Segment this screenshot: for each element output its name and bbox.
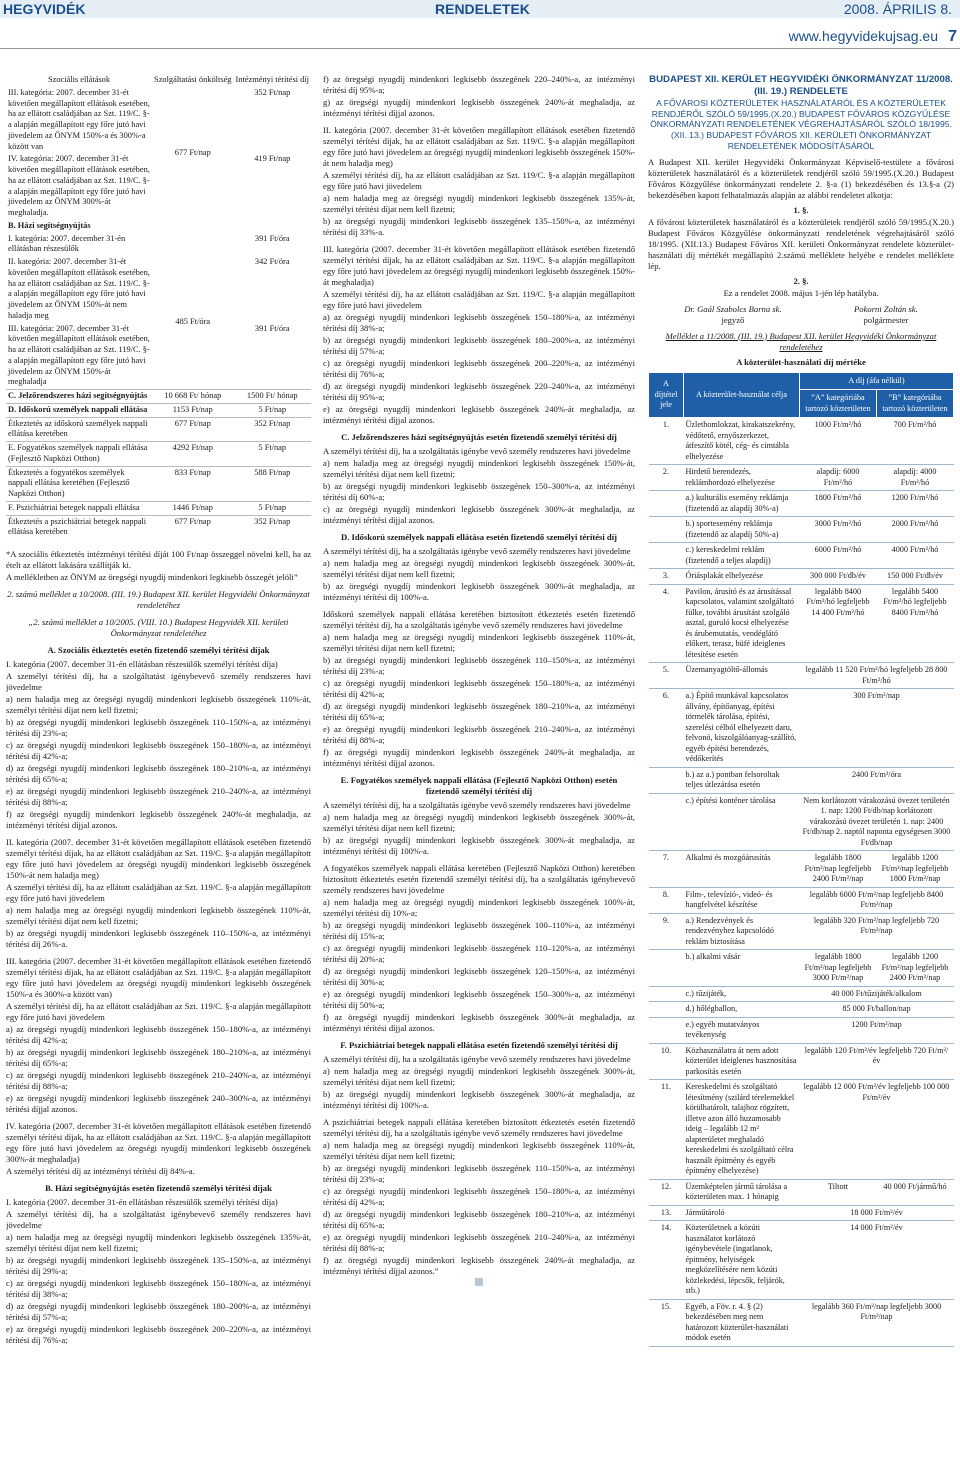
paragraph: Ez a rendelet 2008. május 1-jén lép hatályba. [723,287,879,298]
paragraph: d) az öregségi nyugdíj mindenkori legkisebb összegének 180–210%-a, az intézményi térítési díj 65%-a; [323,701,635,722]
paragraph: b) az öregségi nyugdíj mindenkori legkisebb összegének 110–150%-a, az intézményi térítési díj 23%-a; [323,655,635,676]
col-head-cat-b: ”B” kategóriába tartozó közterületen [877,390,954,418]
paragraph: II. kategória (2007. december 31-ét követően megállapított ellátások esetében fizetendő személyi térítési díjak, ha az ellátott családjában az Szt. 119/C. §-a alapján megállapított egy főre jutó havi jövedelem az öregségi nyugdíj mindenkori legkisebb összegének 150%-át nem haladja meg) [323,125,635,168]
section-number: 1. §. [793,204,809,215]
paragraph: I. kategória (2007. december 31-én ellátásban részesülők személyi térítési díja) [6,1197,278,1207]
paragraph: e) az öregségi nyugdíj mindenkori legkisebb összegének 240–300%-a, az intézményi térítési díjjal azonos. [6,1093,311,1114]
paragraph: A személyi térítési díj, ha az ellátott családjában az Szt. 119/C. §-a alapján megállapított egy főre jutó havi jövedelem [6,1001,311,1022]
row-purpose: Óriásplakát elhelyezése [684,569,800,585]
paragraph: A pszichiátriai betegek nappali ellátása keretében biztosított étkeztetés esetén fizetendő személyi térítési díj, ha a szolgáltatás igénybe vevő személy rendszeres havi jövedelme [323,1117,635,1138]
row-fee-a: 300 Ft/m²/nap [800,689,954,768]
paragraph: A fogyatékos személyek nappali ellátása keretében (Fejlesztő Napközi Otthon) keretében biztosított étkeztetés esetén fizetendő személyi térítési díj, ha a szolgáltatás igénybevevő személy rendszeres havi jövedelme [323,863,635,895]
fee-table-row [649,913,954,950]
paragraph: a) nem haladja meg az öregségi nyugdíj mindenkori legkisebb összegének 300%-át, személyi térítési díjat nem kell fizetni; [323,812,635,833]
paragraph: f) az öregségi nyugdíj mindenkori legkisebb összegének 220–240%-a, az intézményi térítési díj 95%-a; [323,74,635,95]
paragraph: d) az öregségi nyugdíj mindenkori legkisebb összegének 120–150%-a, az intézményi térítési díj 30%-a; [323,966,635,987]
row-number [649,793,684,851]
fee-table-row [649,1043,954,1080]
fee-cost: 10 668 Ft/ hónap [152,390,233,404]
paragraph: f) az öregségi nyugdíj mindenkori legkisebb összegének 240%-át meghaladja, az intézményi térítési díjjal azonos.” [323,1255,635,1276]
section-heading: C. Jelzőrendszeres házi segítségnyújtás esetén fizetendő személyi térítési díj [341,432,617,442]
paragraph: a) nem haladja meg az öregségi nyugdíj mindenkori legkisebb összegének 100%-át, személyi térítési díj 10%-a; [323,897,635,918]
fee-table-row [649,793,954,851]
row-fee-a: 3000 Ft/m²/hó [800,517,877,543]
signatory-role: polgármester [863,314,909,325]
fee-head-services: Szociális ellátások [47,75,111,84]
fee-value: 352 Ft/nap [234,515,312,539]
column-left [6,74,311,1480]
paragraph: c) az öregségi nyugdíj mindenkori legkisebb összegének 300%-át meghaladja, az intézményi térítési díjjal azonos. [323,504,635,525]
row-purpose: c.) építési konténer tárolása [684,793,800,851]
fee-table-row [649,584,954,663]
row-purpose: e.) egyéb mutatványos tevékenység [684,1017,800,1043]
footnote: A mellékletben az ÖNYM az öregségi nyugdíj mindenkori legkisebb összegét jelöli” [6,572,298,582]
fee-row-label: Étkeztetés a fogyatékos személyek nappali ellátása keretében (Fejlesztő Napközi Otthon) [6,466,152,501]
fee-value: 1500 Ft/ hónap [234,390,312,404]
section-heading: B. Házi segítségnyújtás esetén fizetendő személyi térítési díjak [45,1183,272,1193]
row-purpose: Egyéb, a Föv. r. 4. § (2) bekezdésében meg nem határozott közterület-használati módok esetén [684,1299,800,1346]
paragraph: A személyi térítési díj, ha a szolgáltatást igénybevevő személy rendszeres havi jövedelme [6,671,311,692]
row-fee-a: Nem korlátozott várakozású övezet területén 1. nap: 1200 Ft/db/nap korlátozott várakozású övezet területén 1. nap: 2400 Ft/db/nap 2. naptól naponta egységesen 3000 Ft/db/nap [800,793,954,851]
row-number [649,517,684,543]
row-purpose: Film-, televízió-, videó- és hangfelvétel készítése [684,887,800,913]
col-head-purpose: A közterület-használat célja [684,372,800,418]
fee-table-row [649,1002,954,1018]
row-fee-a: legalább 1800 Ft/m²/nap legfeljebb 3000 Ft/m²/nap [800,950,877,987]
section-heading: F. Pszichiátriai betegek nappali ellátása esetén fizetendő személyi térítési díj [340,1040,618,1050]
paragraph: A személyi térítési díj, ha az ellátott családjában az Szt. 119/C. §-a alapján megállapított egy főre jutó havi jövedelem [323,170,635,191]
paragraph: A fővárosi közterületek használatáról és a közterületek rendjéről szóló 59/1995.(X.20.) Budapest Főváros Közgyűlése önkormányzati rendeletének végrehajtásáról szóló 18/1995. (XII.13.) Budapest Főváros XII. kerületi Önkormányzat rendelete közterület-használati díj mértékét megállapító 2.számú melléklete helyébe e rendelet melléklete lép. [648,216,954,271]
row-fee-a: 1200 Ft/m²/nap [800,1017,954,1043]
fee-table-row [649,1221,954,1300]
issue-date: 2008. ÁPRILIS 8. [843,1,952,17]
paragraph: I. kategória (2007. december 31-én ellátásban részesülők személyi térítési díja) [6,659,278,669]
paragraph: a) nem haladja meg az öregségi nyugdíj mindenkori legkisebb összegének 300%-át, személyi térítési díjat nem kell fizetni; [323,558,635,579]
paragraph: A személyi térítési díj, ha a szolgáltatás igénybe vevő személy rendszeres havi jövedelme [323,546,631,556]
fee-value: 352 Ft/nap [254,87,291,97]
row-fee-a: 1000 Ft/m²/hó [800,418,877,465]
row-fee-a: legalább 360 Ft/m²/nap legfeljebb 3000 Ft/m²/nap [800,1299,954,1346]
row-fee-a: legalább 12 000 Ft/m²/év legfeljebb 100 000 Ft/m²/év [800,1080,954,1180]
paragraph: d) az öregségi nyugdíj mindenkori legkisebb összegének 180–210%-a, az intézményi térítési díj 65%-a; [6,763,311,784]
row-purpose: b.) sportesemény reklámja (fizetendő az alapdíj 50%-a) [684,517,800,543]
paragraph: c) az öregségi nyugdíj mindenkori legkisebb összegének 150–180%-a, az intézményi térítési díj 42%-a; [323,678,635,699]
paragraph: d) az öregségi nyugdíj mindenkori legkisebb összegének 180–210%-a, az intézményi térítési díj 65%-a; [323,1209,635,1230]
column-right [648,74,954,1480]
row-number [649,543,684,569]
paragraph: c) az öregségi nyugdíj mindenkori legkisebb összegének 150–180%-a, az intézményi térítési díj 42%-a; [323,1186,635,1207]
fee-table-row [649,418,954,465]
fee-cost: 485 Ft/óra [175,317,211,327]
row-purpose: c.) tűzijáték, [684,986,800,1002]
annex-reference: 2. számú melléklet a 10/2008. (III. 19.) Budapest XII. kerület Hegyvidéki Önkormányzat rendeletéhez [7,589,310,610]
paragraph: III. kategória (2007. december 31-ét követően megállapított ellátások esetében fizetendő személyi térítési díjak, ha az ellátott családjában az Szt. 119/C. §-a alapján megállapított egy főre jutó havi jövedelem az öregségi nyugdíj mindenkori legkisebb összegének 150%-át meghaladja) [323,244,635,287]
row-number [649,950,684,987]
row-fee-a: 85 000 Ft/ballon/nap [800,1002,954,1018]
end-mark-icon [475,1278,483,1286]
paragraph: b) az öregségi nyugdíj mindenkori legkisebb összegének 110–150%-a, az intézményi térítési díj 23%-a; [6,717,311,738]
fee-table-row [649,767,954,793]
fee-row-label: IV. kategória: 2007. december 31-ét követően megállapított ellátások esetében, ha az ellátott családjában az Szt. 119/C. §-a alapján megállapított egy főre jutó havi jövedelem az ÖNYM 300%-át meghaladja. [8,154,150,217]
row-purpose: Alkalmi és mozgóárusítás [684,851,800,888]
fee-row-label: III. kategória: 2007. december 31-ét követően megállapított ellátások esetében, ha az ellátott családjában az Szt. 119/C. §-a alapján megállapított egy főre jutó havi jövedelem az ÖNYM 150%-a és 300%-a között van [8,87,150,151]
paragraph: a) nem haladja meg az öregségi nyugdíj mindenkori legkisebb összegének 300%-át, személyi térítési díjat nem kell fizetni; [323,1066,635,1087]
paragraph: c) az öregségi nyugdíj mindenkori legkisebb összegének 200–220%-a, az intézményi térítési díj 76%-a; [323,358,635,379]
paragraph: a) nem haladja meg az öregségi nyugdíj mindenkori legkisebb összegének 110%-át, személyi térítési díjat nem kell fizetni; [6,694,311,715]
paragraph: IV. kategória (2007. december 31-ét követően megállapított ellátások esetében fizetendő személyi térítési díjak, ha az ellátott családjában az Szt. 119/C. §-a alapján megállapított egy főre jutó havi jövedelem az öregségi nyugdíj mindenkori legkisebb összegének 300%-át meghaladja) [6,1121,311,1164]
paragraph: A személyi térítési díj, ha a szolgáltatás igénybe vevő személy rendszeres havi jövedelme [323,800,631,810]
row-fee-a: 14 000 Ft/m²/év [800,1221,954,1300]
fee-cost: 4292 Ft/nap [152,442,233,467]
paragraph: f) az öregségi nyugdíj mindenkori legkisebb összegének 240%-át meghaladja, az intézményi térítési díjjal azonos. [323,747,635,768]
row-number: 5. [649,663,684,689]
row-purpose: a.) Építő munkával kapcsolatos állvány, építőanyag, építési törmelék tárolása, építési, szerelési célból elhelyezett daru, felvonó, kiszolgálóanyag-szállító, egyéb építési berendezés, védőkerítés [684,689,800,768]
fee-table-row [649,491,954,517]
annex-title: A közterület-használati díj mértéke [736,356,866,367]
row-fee-a: legalább 6000 Ft/m²/nap legfeljebb 8400 Ft/m²/nap [800,887,954,913]
row-number: 11. [649,1080,684,1180]
paragraph: e) az öregségi nyugdíj mindenkori legkisebb összegének 210–240%-a, az intézményi térítési díj 88%-a; [6,786,311,807]
paragraph: A Budapest XII. kerület Hegyvidéki Önkormányzat Képviselő-testülete a fővárosi közterületek használatáról és a közterületek rendjéről szóló 59/1995.(X.20.) Budapest Főváros Közgyűlése önkormányzati rendelete 2. §-a (1) bekezdésében és 13.§-a (2) bekezdésében kapott felhatalmazás alapján az alábbi rendeletet alkotja: [648,156,954,200]
fee-value: 352 Ft/nap [234,417,312,442]
row-number: 15. [649,1299,684,1346]
paragraph: f) az öregségi nyugdíj mindenkori legkisebb összegének 240%-át meghaladja, az intézményi térítési díjjal azonos. [6,809,311,830]
row-purpose: Kereskedelmi és szolgáltató létesítmény (szilárd térelemekkel körülhatárolt, talajhoz rögzített, illetve azon álló huzamosabb ideig – legalább 12 m² alapterületet meghaladó kereskedelmi és szolgáltató célra használt építmény és egyéb építmény elhelyezése) [684,1080,800,1180]
section-heading: E. Fogyatékos személyek nappali ellátása (Fejlesztő Napközi Otthon) esetén fizetendő személyi térítési díj [340,775,618,796]
row-fee-a: legalább 320 Ft/m²/nap legfeljebb 720 Ft/m²/nap [800,913,954,950]
column-middle [323,74,635,1480]
fee-value: 5 Ft/nap [234,442,312,467]
row-number [649,767,684,793]
row-number: 7. [649,851,684,888]
row-purpose: b.) alkalmi vásár [684,950,800,987]
fee-row-label: II. kategória: 2007. december 31-ét követően megállapított ellátások esetében, ha az ellátott családjában az Szt. 119/C. §-a alapján megállapított egy főre jutó havi jövedelem az ÖNYM 150%-át nem haladja meg [8,257,150,320]
fee-value: 419 Ft/nap [254,154,291,164]
fee-row-label: I. kategória: 2007. december 31-én ellátásban részesülők [8,233,126,254]
fee-cost: 1153 Ft/nap [152,403,233,417]
row-purpose: Járműtároló [684,1205,800,1221]
paragraph: a) az öregségi nyugdíj mindenkori legkisebb összegének 150–180%-a, az intézményi térítési díj 38%-a; [323,312,635,333]
row-number: 4. [649,584,684,663]
fee-row-label: C. Jelzőrendszeres házi segítségnyújtás [6,390,152,404]
paragraph: a) nem haladja meg az öregségi nyugdíj mindenkori legkisebb összegének 110%-át, személyi térítési díjat nem kell fizetni; [323,632,635,653]
fee-cost: 677 Ft/nap [174,147,211,157]
fee-table-row [649,465,954,491]
paragraph: a) az öregségi nyugdíj mindenkori legkisebb összegének 150–180%-a, az intézményi térítési díj 42%-a; [6,1024,311,1045]
row-fee-a: Tiltott [800,1179,877,1205]
signatory-name: Dr. Gaál Szabolcs Barna sk. [684,303,782,314]
row-number [649,986,684,1002]
paragraph: e) az öregségi nyugdíj mindenkori legkisebb összegének 150–300%-a, az intézményi térítési díj 50%-a; [323,989,635,1010]
paragraph: c) az öregségi nyugdíj mindenkori legkisebb összegének 210–240%-a, az intézményi térítési díj 88%-a; [6,1070,311,1091]
row-number: 1. [649,418,684,465]
fee-row-label: D. Időskorú személyek nappali ellátása [6,403,152,417]
paragraph: A személyi térítési díj, ha a szolgáltatás igénybe vevő személy rendszeres havi jövedelme [323,446,631,456]
paragraph: e) az öregségi nyugdíj mindenkori legkisebb összegének 210–240%-a, az intézményi térítési díj 88%-a; [323,1232,635,1253]
header-divider [0,48,960,49]
row-fee-a: legalább 8400 Ft/m²/hó legfeljebb 14 400 Ft/m²/hó [800,584,877,663]
row-fee-b: 1200 Ft/m²/hó [877,491,954,517]
fee-section-label: B. Házi segítségnyújtás [8,220,91,230]
row-fee-a: alapdíj: 6000 Ft/m²/hó [800,465,877,491]
page-number: 7 [948,28,957,45]
fee-table-row [649,1299,954,1346]
fee-table-row [649,986,954,1002]
row-number: 8. [649,887,684,913]
row-fee-a: 2400 Ft/m²/óra [800,767,954,793]
fee-table-row [649,1017,954,1043]
row-fee-a: 6000 Ft/m²/hó [800,543,877,569]
annex-reference: Melléklet a 11/2008. (III. 19.) Budapest XII. kerület Hegyvidéki Önkormányzat rendeletéhez [665,330,937,352]
paragraph: f) az öregségi nyugdíj mindenkori legkisebb összegének 300%-át meghaladja, az intézményi térítési díjjal azonos. [323,1012,635,1033]
fee-value: 342 Ft/óra [254,257,290,266]
paragraph: a) nem haladja meg az öregségi nyugdíj mindenkori legkisebb összegének 150%-át, személyi térítési díjat nem kell fizetni; [323,458,635,479]
section-heading: D. Időskorú személyek nappali ellátása esetén fizetendő személyi térítési díj [341,532,617,542]
col-head-num: A díjtétel jele [649,372,684,418]
paragraph: c) az öregségi nyugdíj mindenkori legkisebb összegének 150–180%-a, az intézményi térítési díj 38%-a; [6,1278,311,1299]
paragraph: A személyi térítési díj, ha az ellátott családjában az Szt. 119/C. §-a alapján megállapított egy főre jutó havi jövedelem [6,882,311,903]
fee-row-label: F. Pszichiátriai betegek nappali ellátása [6,501,152,515]
fee-row-label: III. kategória: 2007. december 31-ét követően megállapított ellátások esetében, ha az ellátott családjában az Szt. 119/C. §-a alapján megállapított egy főre jutó havi jövedelem az ÖNYM 150%-át meghaladja [8,323,150,387]
fee-cost: 833 Ft/nap [152,466,233,501]
signatures [648,304,954,326]
row-purpose: Közterületnek a közúti használatot korlátozó igénybevétele (ingatlanok, épitmény, helyiségek megközelítésére nem közúti közlekedési, lépcsők, feljárók, stb.) [684,1221,800,1300]
row-number [649,491,684,517]
row-fee-a: legalább 1800 Ft/m²/nap legfeljebb 2400 Ft/m²/nap [800,851,877,888]
fee-row-label: Étkeztetés az időskorú személyek nappali ellátása keretében [6,417,152,442]
section-heading: A. Szociális étkeztetés esetén fizetendő személyi térítési díjak [47,645,270,655]
row-fee-b: 40 000 Ft/jármű/hó [877,1179,954,1205]
signatory-role: jegyző [721,314,745,325]
paragraph: b) az öregségi nyugdíj mindenkori legkisebb összegének 150–300%-a, az intézményi térítési díj 60%-a; [323,481,635,502]
row-fee-b: 4000 Ft/m²/hó [877,543,954,569]
paragraph: d) az öregségi nyugdíj mindenkori legkisebb összegének 180–200%-a, az intézményi térítési díj 57%-a; [6,1301,311,1322]
fee-head-cost: Szolgáltatási önköltség [154,75,232,84]
fee-value: 391 Ft/óra [254,323,290,333]
col-head-cat-a: ”A” kategóriába tartozó közterületen [800,390,877,418]
decree-subtitle: A FŐVÁROSI KÖZTERÜLETEK HASZNÁLATÁRÓL ÉS A KÖZTERÜLETEK RENDJÉRŐL SZÓLÓ 59/1995.(X.20.) BUDAPEST FŐVÁROS KÖZGYŰLÉSE ÖNKORMÁNYZATI RENDELETÉNEK VÉGREHAJTÁSÁRÓL SZÓLÓ 18/1995. (XII. 13.) BUDAPEST FŐVÁROS XII. KERÜLETI ÖNKORMÁNYZAT RENDELETÉNEK MÓDOSÍTÁSÁRÓL [650,97,952,151]
fee-cost: 677 Ft/nap [152,417,233,442]
fee-value: 5 Ft/nap [234,501,312,515]
paragraph: a) nem haladja meg az öregségi nyugdíj mindenkori legkisebb összegének 110%-át, személyi térítési díjat nem kell fizetni; [323,1140,635,1161]
col-head-fee: A díj (áfa nélkül) [800,372,954,390]
row-fee-a: 300 000 Ft/db/év [800,569,877,585]
paragraph: e) az öregségi nyugdíj mindenkori legkisebb összegének 240%-át meghaladja, az intézményi térítési díjjal azonos. [323,404,635,425]
paragraph: c) az öregségi nyugdíj mindenkori legkisebb összegének 110–120%-a, az intézményi térítési díj 20%-a; [323,943,635,964]
paragraph: III. kategória (2007. december 31-ét követően megállapított ellátások esetében fizetendő személyi térítési díjak, ha az ellátott családjában az Szt. 119/C. §-a alapján megállapított egy főre jutó havi jövedelem az öregségi nyugdíj mindenkori legkisebb összegének 150%-a és 300%-a között van) [6,956,311,999]
paragraph: d) az öregségi nyugdíj mindenkori legkisebb összegének 220–240%-a, az intézményi térítési díj 95%-a; [323,381,635,402]
row-number: 10. [649,1043,684,1080]
row-fee-b: 150 000 Ft/db/év [877,569,954,585]
paragraph: b) az öregségi nyugdíj mindenkori legkisebb összegének 300%-át meghaladja, az intézményi térítési díj 100%-a. [323,581,635,602]
row-purpose: a.) kulturális esemény reklámja (fizetendő az alapdíj 30%-a) [684,491,800,517]
row-number: 2. [649,465,684,491]
paragraph: A személyi térítési díj, ha a szolgáltatást igénybevevő személy rendszeres havi jövedelme [6,1209,311,1230]
row-number: 13. [649,1205,684,1221]
row-fee-a: legalább 11 520 Ft/m²/hó legfeljebb 28 800 Ft/m²/hó [800,663,954,689]
row-fee-b: 700 Ft/m²/hó [877,418,954,465]
paragraph: b) az öregségi nyugdíj mindenkori legkisebb összegének 135–150%-a, az intézményi térítési díj 33%-a. [323,216,635,237]
row-purpose: a.) Rendezvények és rendezvényhez kapcsolódó reklám biztosítása [684,913,800,950]
row-number: 3. [649,569,684,585]
fee-value: 391 Ft/óra [254,233,290,243]
fee-table-row [649,950,954,987]
fee-table-row [649,1179,954,1205]
row-purpose: Üzemképtelen jármű tárolása a közterületen max. 1 hónapig [684,1179,800,1205]
row-purpose: Pavilon, árusító és az árusítással kapcsolatos, valamint szolgáltató fülke, további árusítást szolgáló asztal, guruló kocsi elhelyezése és árubemutatás, vendéglátó előkert, terasz, büfé ideiglenes létesítése esetén [684,584,800,663]
paragraph: A személyi térítési díj az intézményi térítési díj 84%-a. [6,1166,195,1176]
fee-table-row [649,851,954,888]
paragraph: b) az öregségi nyugdíj mindenkori legkisebb összegének 135–150%-a, az intézményi térítési díj 29%-a; [6,1255,311,1276]
fee-table-row [649,517,954,543]
row-number [649,1017,684,1043]
paragraph: b) az öregségi nyugdíj mindenkori legkisebb összegének 300%-át meghaladja, az intézményi térítési díj 100%-a. [323,835,635,856]
row-number: 14. [649,1221,684,1300]
row-purpose: d.) hőlégballon, [684,1002,800,1018]
fee-table-row [649,1205,954,1221]
fee-table [6,74,311,539]
fee-table-row [649,887,954,913]
row-fee-b: legalább 1200 Ft/m²/nap legfeljebb 1800 Ft/m²/nap [877,851,954,888]
paragraph: b) az öregségi nyugdíj mindenkori legkisebb összegének 110–150%-a, az intézményi térítési díj 23%-a; [323,1163,635,1184]
fee-table-row [649,543,954,569]
public-space-fee-table [648,372,954,1347]
fee-value: 5 Ft/nap [234,403,312,417]
paragraph: e) az öregségi nyugdíj mindenkori legkisebb összegének 210–240%-a, az intézményi térítési díj 88%-a; [323,724,635,745]
signatory-name: Pokorni Zoltán sk. [854,303,918,314]
paragraph: Időskorú személyek nappali ellátása keretében biztosított étkeztetés esetén fizetendő személyi térítési díj, ha a szolgáltatás igénybe vevő személy rendszeres havi jövedelme [323,609,635,630]
paragraph: a) nem haladja meg az öregségi nyugdíj mindenkori legkisebb összegének 110%-át, személyi térítési díjat nem kell fizetni; [6,905,311,926]
annex-reference: „2. számú melléklet a 10/2005. (VIII. 10.) Budapest Hegyvidék XII. kerületi Önkormányzat rendeletéhez [28,617,289,638]
fee-row-label: E. Fogyatékos személyek nappali ellátása (Fejlesztő Napközi Otthon) [6,442,152,467]
paragraph: b) az öregségi nyugdíj mindenkori legkisebb összegének 110–150%-a, az intézményi térítési díj 26%-a. [6,928,311,949]
paragraph: b) az öregségi nyugdíj mindenkori legkisebb összegének 180–200%-a, az intézményi térítési díj 57%-a; [323,335,635,356]
row-number: 6. [649,689,684,768]
row-purpose: c.) kereskedelmi reklám (fizetendő a teljes alapdíj) [684,543,800,569]
row-number: 12. [649,1179,684,1205]
paragraph: g) az öregségi nyugdíj mindenkori legkisebb összegének 240%-át meghaladja, az intézményi térítési díjjal azonos. [323,97,635,118]
fee-table-body [649,418,954,1347]
row-fee-a: 18 000 Ft/m²/év [800,1205,954,1221]
row-number [649,1002,684,1018]
paragraph: c) az öregségi nyugdíj mindenkori legkisebb összegének 150–180%-a, az intézményi térítési díj 42%-a; [6,740,311,761]
masthead: HEGYVIDÉK [3,1,86,17]
website-link[interactable]: www.hegyvidekujsag.eu [788,28,938,44]
row-purpose: Közhasználatra át nem adott közterület ideiglenes hasznosítása parkosítás esetén [684,1043,800,1080]
fee-table-row [649,1080,954,1180]
paragraph: A személyi térítési díj, ha a szolgáltatás igénybe vevő személy rendszeres havi jövedelme [323,1054,631,1064]
row-purpose: Üzemanyagtöltő-állomás [684,663,800,689]
row-fee-b: legalább 5400 Ft/m²/hó legfeljebb 8400 Ft/m²/hó [877,584,954,663]
row-fee-b: alapdíj: 4000 Ft/m²/hó [877,465,954,491]
decree-title: BUDAPEST XII. KERÜLET HEGYVIDÉKI ÖNKORMÁNYZAT 11/2008. (III. 19.) RENDELETE [649,74,953,97]
fee-head-fee: Intézményi térítési díj [235,75,309,84]
paragraph: a) nem haladja meg az öregségi nyugdíj mindenkori legkisebb összegének 135%-át, személyi térítési díjat nem kell fizetni; [323,193,635,214]
fee-table-row [649,689,954,768]
row-fee-a: legalább 120 Ft/m²/év legfeljebb 720 Ft/m²/év [800,1043,954,1080]
fee-table-row [649,569,954,585]
paragraph: b) az öregségi nyugdíj mindenkori legkisebb összegének 100–110%-a, az intézményi térítési díj 15%-a; [323,920,635,941]
row-fee-b: 2000 Ft/m²/hó [877,517,954,543]
paragraph: b) az öregségi nyugdíj mindenkori legkisebb összegének 180–210%-a, az intézményi térítési díj 65%-a; [6,1047,311,1068]
section-number: 2. §. [793,275,809,286]
row-purpose: Hirdető berendezés, reklámhordozó elhelyezése [684,465,800,491]
fee-table-row [649,663,954,689]
paragraph: II. kategória (2007. december 31-ét követően megállapított ellátások esetében fizetendő személyi térítési díjak, ha az ellátott családjában az Szt. 119/C. §-a alapján megállapított egy főre jutó havi jövedelem az öregségi nyugdíj mindenkori legkisebb összegének 150%-át nem haladja meg) [6,837,311,880]
page-header [0,0,960,52]
fee-cost: 677 Ft/nap [152,515,233,539]
row-purpose: b.) az a.) pontban felsoroltak teljes útlezárása esetén [684,767,800,793]
paragraph: e) az öregségi nyugdíj mindenkori legkisebb összegének 200–220%-a, az intézményi térítési díj 76%-a; [6,1324,311,1345]
fee-value: 588 Ft/nap [234,466,312,501]
fee-cost: 1446 Ft/nap [152,501,233,515]
section-title: RENDELETEK [435,1,530,17]
fee-row-label: Étkeztetés a pszichiátriai betegek nappali ellátása keretében [6,515,152,539]
paragraph: A személyi térítési díj, ha az ellátott családjában az Szt. 119/C. §-a alapján megállapított egy főre jutó havi jövedelem [323,289,635,310]
row-fee-a: 40 000 Ft/tűzijáték/alkalom [800,986,954,1002]
row-fee-b: legalább 1200 Ft/m²/nap legfeljebb 2400 Ft/m²/nap [877,950,954,987]
paragraph: a) nem haladja meg az öregségi nyugdíj mindenkori legkisebb összegének 135%-át, személyi térítési díjat nem kell fizetni; [6,1232,311,1253]
row-purpose: Üzlethomlokzat, kirakatszekrény, védőtető, ernyőszerkezet, átfeszítő kötél, cég- és címtábla elhelyezése [684,418,800,465]
row-number: 9. [649,913,684,950]
paragraph: b) az öregségi nyugdíj mindenkori legkisebb összegének 300%-át meghaladja, az intézményi térítési díj 100%-a. [323,1089,635,1110]
row-fee-a: 1800 Ft/m²/hó [800,491,877,517]
footnote: *A szociális étkeztetés intézményi térítési díját 100 Ft/nap összeggel növelni kell, ha az ételt az ellátott lakására szállítják ki. [6,549,311,570]
